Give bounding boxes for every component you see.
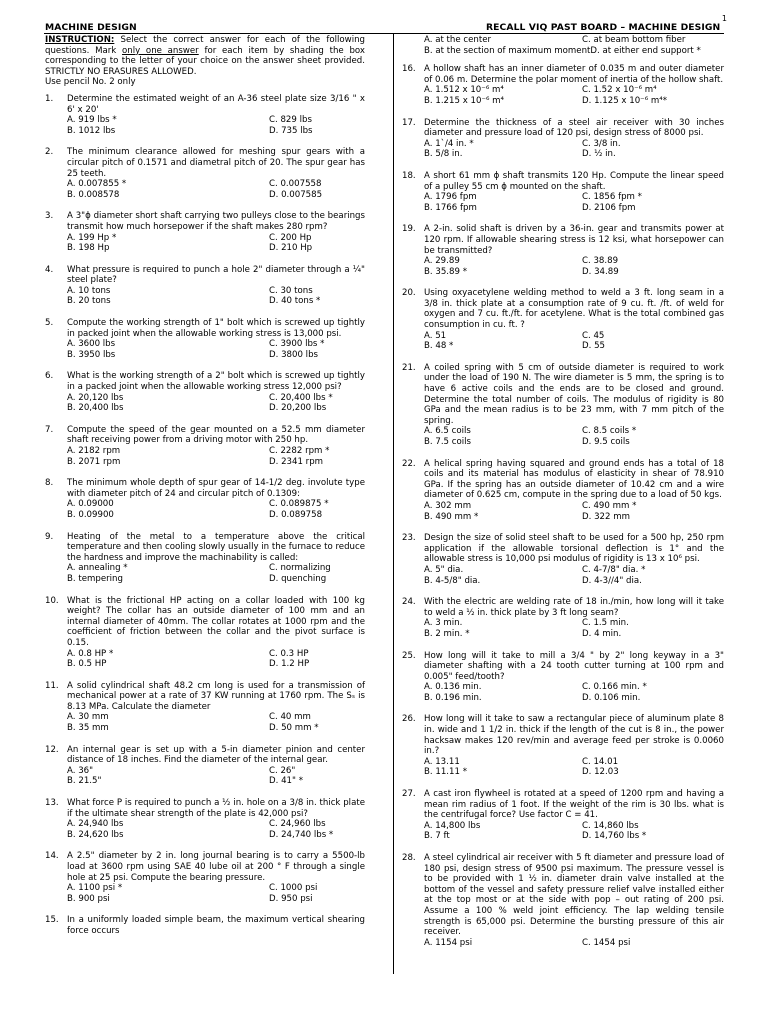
question-text: Compute the speed of the gear mounted on a 52.5 mm diameter shaft receiving power from a driving motor with 250 hp. (67, 424, 365, 446)
answer-options (424, 618, 724, 639)
answer-options (424, 426, 724, 447)
answer-option: B. 5/8 in. (424, 149, 463, 160)
answer-option: A. 0.136 min. (424, 682, 482, 693)
answer-option: B. 20,400 lbs (67, 403, 124, 414)
question-item (402, 363, 724, 448)
answer-option: A. 13.11 (424, 756, 460, 767)
question-number: 25. (402, 650, 416, 661)
question-number: 15. (45, 915, 59, 926)
answer-option: C. 2282 rpm * (269, 446, 330, 456)
answer-options (424, 139, 724, 160)
question-number: 1. (45, 93, 54, 104)
answer-option: C. 3900 lbs * (269, 339, 325, 350)
answer-option: B. 0.196 min. (424, 692, 482, 703)
answer-option: B. 1012 lbs (67, 125, 116, 136)
column-divider (393, 34, 394, 974)
question-text: A solid cylindrical shaft 48.2 cm long is used for a transmission of mechanical power at a rate of 37 KW running at 1760 rpm. The Sₛ is 8.13 MPa. Calculate the diameter (67, 680, 365, 712)
answer-options (67, 499, 365, 520)
answer-option: D. 41" * (269, 776, 303, 787)
answer-option: A. 6.5 coils (424, 426, 471, 437)
question-text: An internal gear is set up with a 5-in diameter pinion and center distance of 18 inches. Find the diameter of the internal gear. (67, 744, 365, 766)
question-number: 17. (402, 117, 416, 128)
answer-options (424, 682, 724, 703)
answer-option: B. 0.008578 (67, 189, 120, 200)
answer-option: D. 34.89 (582, 266, 619, 277)
answer-option: D. ½ in. (582, 149, 616, 160)
question-number: 3. (45, 211, 54, 222)
question-text: What is the frictional HP acting on a collar loaded with 100 kg weight? The collar has an outside diameter of 100 mm and an internal diameter of 40mm. The collar rotates at 1000 rpm and the coefficient of friction between the collar and the pivot surface is 0.15. (67, 595, 365, 648)
answer-option: B. 0.09900 (67, 509, 114, 520)
answer-option: B. 0.5 HP (67, 659, 107, 670)
question-number: 21. (402, 362, 416, 373)
question-item (45, 265, 365, 307)
question-item (402, 853, 724, 948)
answer-option: D. 50 mm * (269, 723, 319, 734)
answer-option: B. 2 min. * (424, 628, 470, 639)
question-text: With the electric are welding rate of 18 in./min, how long will it take to weld a ½ in. thick plate by 3 ft long seam? (424, 597, 724, 618)
answer-option: B. 35 mm (67, 723, 109, 734)
question-number: 4. (45, 264, 54, 275)
answer-option: A. 1796 fpm (424, 192, 477, 203)
question-text: What force P is required to punch a ½ in. hole on a 3/8 in. thick plate if the ultimate shear strength of the plate is 42,000 psi? (67, 798, 365, 819)
question-item (45, 318, 365, 360)
answer-option: A. 30 mm (67, 712, 109, 723)
answer-option: C. 1000 psi (269, 883, 318, 894)
answer-option: C. 0.007558 (269, 179, 322, 190)
answer-option: D. 210 Hp (269, 243, 313, 254)
question-number: 8. (45, 478, 54, 489)
question-number: 5. (45, 318, 54, 329)
answer-options (67, 819, 365, 840)
answer-options (424, 938, 724, 949)
question-number: 16. (402, 64, 416, 75)
answer-options (424, 85, 724, 106)
answer-option: D. 20,200 lbs (269, 403, 327, 414)
answer-option: C. 26" (269, 765, 296, 776)
answer-options (424, 757, 724, 778)
answer-option: D. 322 mm (582, 511, 630, 522)
answer-option: A. 51 (424, 330, 447, 341)
question-item (402, 459, 724, 523)
answer-option: C. 1454 psi (582, 937, 631, 948)
answer-options (424, 565, 724, 586)
answer-option: C. 1.52 x 10⁻⁶ m⁴ (582, 85, 657, 96)
option: C. at beam bottom fiber (582, 35, 686, 45)
answer-option: C. 40 mm (269, 712, 311, 723)
question-text: The minimum whole depth of spur gear of 14-1/2 deg. involute type with diameter pitch of 24 and circular pitch of 0.1309: (67, 478, 365, 499)
answer-options (67, 766, 365, 787)
answer-options (67, 712, 365, 733)
answer-option: A. 36" (67, 765, 94, 776)
answer-option: C. 1.5 min. (582, 618, 629, 629)
answer-option: C. 38.89 (582, 256, 619, 267)
answer-options (67, 446, 365, 467)
answer-option: D. 0.106 min. (582, 692, 641, 703)
question-item (402, 597, 724, 639)
answer-option: D. 55 (582, 341, 606, 352)
answer-option: B. 900 psi (67, 893, 110, 904)
instruction-label: INSTRUCTION: (45, 35, 115, 45)
answer-option: A. 14,800 lbs (424, 820, 481, 831)
question-item (45, 94, 365, 136)
answer-option: C. normalizing (269, 563, 331, 574)
question-number: 26. (402, 714, 416, 725)
answer-option: C. 14,860 lbs (582, 820, 639, 831)
answer-option: D. 0.089758 (269, 509, 323, 520)
answer-option: A. 24,940 lbs (67, 819, 124, 830)
answer-option: A. 3600 lbs (67, 339, 116, 350)
answer-option: D. 950 psi (269, 893, 313, 904)
right-question-list (402, 64, 724, 948)
answer-option: A. 0.8 HP * (67, 648, 114, 659)
option: B. at the section of maximum momentD. at either end support * (424, 45, 701, 56)
instructions (45, 35, 365, 88)
question-item (402, 533, 724, 586)
question-number: 18. (402, 170, 416, 181)
answer-option: A. 2182 rpm (67, 446, 121, 456)
answer-option: C. 45 (582, 330, 605, 341)
answer-option: A. 199 Hp * (67, 232, 117, 243)
question-text: What is the working strength of a 2" bolt which is screwed up tightly in a packed joint when the allowable working stress 12,000 psi? (67, 371, 365, 393)
question-item (402, 288, 724, 352)
answer-option: B. 1766 fpm (424, 202, 477, 213)
question-text: A short 61 mm ϕ shaft transmits 120 Hp. Compute the linear speed of a pulley 55 cm ϕ mounted on the shaft. (424, 170, 724, 192)
question-text: Compute the working strength of 1" bolt which is screwed up tightly in packed joint when the allowable working stress is 13,000 psi. (67, 318, 365, 339)
question-text: Design the size of solid steel shaft to be used for a 500 hp, 250 rpm application if the allowable torsional deflection is 1° and the allowable stress is 10,000 psi modulus of rigidity is 13 x 10⁶ psi. (424, 533, 724, 565)
answer-option: A. 1`/4 in. * (424, 138, 474, 149)
question-item (402, 224, 724, 277)
question-text: Determine the estimated weight of an A-36 steel plate size 3/16 " x 6' x 20' (67, 93, 365, 115)
answer-option: D. 14,760 lbs * (582, 831, 647, 842)
question-number: 28. (402, 853, 416, 863)
answer-option: D. 1.2 HP (269, 659, 310, 670)
answer-option: D. 40 tons * (269, 296, 321, 307)
question-item (45, 478, 365, 520)
question-number: 23. (402, 533, 416, 544)
question-number: 27. (402, 789, 416, 800)
answer-options (67, 179, 365, 200)
question-item (45, 915, 365, 936)
answer-options (424, 821, 724, 842)
answer-option: C. 1856 fpm * (582, 192, 642, 203)
answer-option: C. 14.01 (582, 756, 619, 767)
question-item (45, 745, 365, 787)
answer-option: A. annealing * (67, 563, 128, 574)
question-item (402, 714, 724, 778)
answer-option: A. 5" dia. (424, 564, 464, 575)
answer-option: D. 9.5 coils (582, 437, 630, 447)
instruction-underlined: only one answer (122, 45, 199, 56)
answer-option: B. 198 Hp (67, 243, 110, 254)
answer-option: A. 302 mm (424, 500, 472, 511)
answer-option: B. 20 tons (67, 296, 111, 307)
question-item (45, 596, 365, 670)
answer-option: A. 1.512 x 10⁻⁶ m⁴ (424, 85, 504, 96)
answer-option: B. 490 mm * (424, 511, 479, 522)
question-item (45, 851, 365, 904)
answer-option: D. quenching (269, 573, 327, 584)
answer-option: A. 0.007855 * (67, 179, 127, 190)
question-number: 12. (45, 744, 59, 755)
option: A. at the center (424, 35, 492, 45)
question-text: Determine the thickness of a steel air receiver with 30 inches diameter and pressure load of 120 psi, design stress of 8000 psi. (424, 117, 724, 139)
answer-option: B. 35.89 * (424, 266, 467, 277)
question-number: 20. (402, 288, 416, 299)
answer-option: C. 829 lbs (269, 115, 312, 126)
header-left-title: MACHINE DESIGN (45, 22, 137, 33)
question-number: 14. (45, 851, 59, 862)
question-text: A helical spring having squared and ground ends has a total of 18 coils and its material has modulus of elasticity in shear of 78.910 GPa. If the spring has an outside diameter of 10.42 cm and a wire diameter of 0.625 cm, compute in the spring due to a load of 50 kgs. (424, 458, 724, 501)
question-text: What pressure is required to punch a hole 2" diameter through a ¼" steel plate? (67, 264, 365, 286)
answer-option: A. 20,120 lbs (67, 392, 124, 403)
question-item (402, 651, 724, 704)
answer-option: C. 0.3 HP (269, 648, 309, 659)
answer-options (424, 501, 724, 522)
question-item (402, 64, 724, 106)
answer-options (67, 883, 365, 904)
right-column (402, 35, 724, 948)
answer-option: B. 24,620 lbs (67, 829, 124, 840)
answer-option: B. 7 ft (424, 831, 450, 842)
question-item (402, 789, 724, 842)
answer-option: D. 735 lbs (269, 125, 313, 136)
answer-option: A. 3 min. (424, 618, 463, 629)
answer-option: C. 8.5 coils * (582, 426, 637, 437)
question-text: A steel cylindrical air receiver with 5 ft diameter and pressure load of 180 psi, design stress of 9500 psi maximum. The pressure vessel is to be provided with 1 ½ in. diameter drain valve installed at the bottom of the vessel and safety pressure relief valve installed either at the top most or at the side with pop – out rating of 200 psi. Assume a 100 % weld joint efficiency. The lap welding tensile strength is 65,000 psi. Determine the bursting pressure of this air receiver. (424, 853, 724, 938)
answer-option: A. 0.09000 (67, 499, 114, 510)
q15-options (424, 35, 724, 46)
question-text: Heating of the metal to a temperature above the critical temperature and then cooling slowly usually in the furnace to reduce the hardness and improve the machinability is called: (67, 531, 365, 563)
question-text: A 2.5" diameter by 2 in. long journal bearing is to carry a 5500-lb load at 3600 rpm using SAE 40 lube oil at 200 ° F through a single hole at 25 psi. Compute the bearing pressure. (67, 851, 365, 883)
answer-option: C. 24,960 lbs (269, 819, 326, 830)
question-text: A cast iron flywheel is rotated at a speed of 1200 rpm and having a mean rim radius of 1 foot. If the weight of the rim is 30 lbs. what is the centrifugal force? Use factor C = 41. (424, 789, 724, 821)
answer-options (67, 339, 365, 360)
question-number: 9. (45, 531, 54, 542)
answer-option: B. tempering (67, 573, 123, 584)
answer-option: C. 200 Hp (269, 232, 312, 243)
answer-option: A. 10 tons (67, 285, 111, 296)
question-text: How long will it take to mill a 3/4 " by 2" long keyway in a 3" diameter shafting with a 24 tooth cutter turning at 100 rpm and 0.005" feed/tooth? (424, 650, 724, 682)
answer-option: D. 2106 fpm (582, 202, 636, 213)
answer-option: A. 1100 psi * (67, 883, 123, 894)
answer-options (67, 563, 365, 584)
header-rule (44, 33, 724, 34)
question-text: How long will it take to saw a rectangular piece of aluminum plate 8 in. wide and 1 1/2 in. thick if the length of the cut is 8 in., the power hacksaw makes 120 rev/min and average feed per stroke is 0.0060 in.? (424, 714, 724, 757)
answer-option: C. 30 tons (269, 285, 313, 296)
answer-option: B. 21.5" (67, 776, 102, 787)
answer-options (424, 192, 724, 213)
question-item (45, 147, 365, 200)
question-text: In a uniformly loaded simple beam, the maximum vertical shearing force occurs (67, 915, 365, 936)
question-item (45, 211, 365, 253)
question-item (45, 532, 365, 585)
answer-option: B. 7.5 coils (424, 437, 471, 447)
answer-options (67, 393, 365, 414)
left-column (45, 35, 365, 937)
page-number: 1 (721, 14, 727, 23)
instruction-text-2: for each item by shading the box corresponding to the letter of your choice on the answer sheet provided. STRICTLY NO ERASURES ALLOWED. (45, 45, 365, 77)
answer-option: C. 0.089875 * (269, 499, 329, 510)
answer-option: C. 0.166 min. * (582, 682, 647, 693)
answer-option: D. 24,740 lbs * (269, 829, 334, 840)
answer-option: B. 1.215 x 10⁻⁶ m⁴ (424, 95, 504, 106)
answer-option: C. 3/8 in. (582, 138, 621, 149)
question-text: A coiled spring with 5 cm of outside diameter is required to work under the load of 190 N. The wire diameter is 5 mm, the spring is to have 6 active coils and the ends are to be closed and ground. Determine the total number of coils. The modulus of rigidity is 80 GPa and the mean radius is to be 23 mm, with 7 mm pitch of the spring. (424, 362, 724, 426)
question-number: 6. (45, 371, 54, 382)
answer-option: A. 29.89 (424, 256, 460, 267)
answer-option: D. 2341 rpm (269, 456, 324, 467)
answer-option: B. 11.11 * (424, 767, 467, 778)
question-number: 24. (402, 597, 416, 608)
question-number: 11. (45, 680, 59, 691)
answer-option: D. 0.007585 (269, 189, 323, 200)
question-text: Using oxyacetylene welding method to weld a 3 ft. long seam in a 3/8 in. thick plate at a consumption rate of 9 cu. ft. /ft. of weld for oxygen and 7 cu. ft./ft. for acetylene. What is the total combined gas consumption in cu. ft. ? (424, 288, 724, 331)
answer-option: C. 20,400 lbs * (269, 392, 333, 403)
question-item (402, 171, 724, 213)
answer-option: D. 1.125 x 10⁻⁶ m⁴* (582, 95, 667, 106)
question-item (402, 118, 724, 160)
answer-options (67, 233, 365, 254)
instruction-text-1: Select the correct answer for each of the following questions. Mark (45, 35, 365, 56)
question-text: A hollow shaft has an inner diameter of 0.035 m and outer diameter of 0.06 m. Determine the polar moment of inertia of the hollow shaft. (424, 64, 724, 85)
question-text: A 3"ϕ diameter short shaft carrying two pulleys close to the bearings transmit how much horsepower if the shaft makes 280 rpm? (67, 211, 365, 232)
header-right-title: RECALL VIQ PAST BOARD – MACHINE DESIGN (486, 22, 721, 33)
answer-options (67, 649, 365, 670)
answer-option: A. 919 lbs * (67, 115, 117, 126)
answer-options (424, 256, 724, 277)
answer-option: C. 4-7/8" dia. * (582, 564, 646, 575)
answer-option: B. 48 * (424, 341, 454, 352)
answer-option: D. 4-3//4" dia. (582, 575, 642, 586)
question-number: 13. (45, 798, 59, 809)
question-number: 2. (45, 147, 54, 158)
answer-option: A. 1154 psi (424, 937, 473, 948)
answer-options (67, 115, 365, 136)
answer-options (424, 331, 724, 352)
answer-option: D. 12.03 (582, 767, 619, 778)
left-question-list (45, 94, 365, 937)
answer-option: D. 3800 lbs (269, 349, 319, 360)
question-item (45, 681, 365, 734)
question-number: 10. (45, 595, 59, 606)
answer-option: C. 490 mm * (582, 500, 637, 511)
answer-option: B. 3950 lbs (67, 349, 116, 360)
question-item (45, 425, 365, 467)
question-number: 22. (402, 458, 416, 469)
answer-options (67, 286, 365, 307)
question-number: 19. (402, 224, 416, 235)
question-item (45, 798, 365, 840)
question-item (45, 371, 365, 413)
question-text: A 2-in. solid shaft is driven by a 36-in. gear and transmits power at 120 rpm. If allowable shearing stress is 12 ksi, what horsepower can be transmitted? (424, 224, 724, 256)
question-number: 7. (45, 424, 54, 435)
answer-option: B. 2071 rpm (67, 456, 121, 467)
instruction-pencil: Use pencil No. 2 only (45, 77, 136, 88)
question-15-continued (402, 35, 724, 56)
answer-option: D. 4 min. (582, 628, 622, 639)
question-text: The minimum clearance allowed for meshing spur gears with a circular pitch of 0.1571 and diametral pitch of 20. The spur gear has 25 teeth. (67, 147, 365, 179)
answer-option: B. 4-5/8" dia. (424, 575, 481, 586)
